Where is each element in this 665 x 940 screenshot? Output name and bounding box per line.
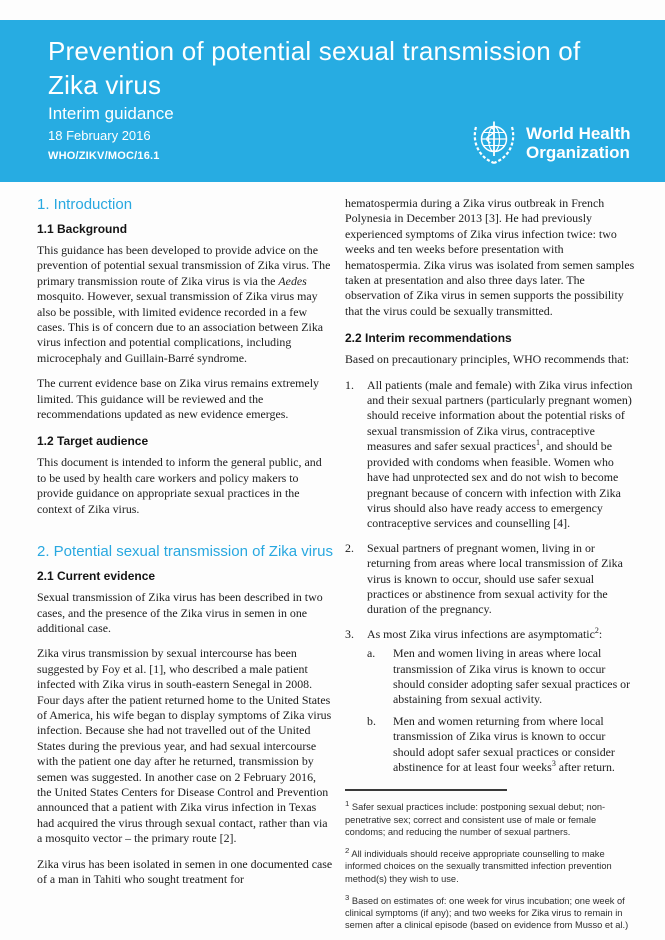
sublist-item-text-part: Men and women returning from where local transmission of Zika virus is known to occur should adopt safer sexual practices or consider abstinence for at least four weeks	[393, 713, 615, 774]
subsection-heading-interim-recommendations: 2.2 Interim recommendations	[345, 331, 512, 346]
list-item-text	[367, 378, 639, 532]
list-item-number: 3.	[345, 626, 354, 641]
footnote-marker: 3	[345, 892, 350, 902]
document-code: WHO/ZIKV/MOC/16.1	[48, 150, 160, 162]
footnote-text: All individuals should receive appropriate counselling to make informed choices on the sexually transmitted infection prevention method(s) they wish to use.	[345, 849, 612, 884]
paragraph-text: This guidance has been developed to provide advice on the prevention of potential sexual transmission of Zika virus. The primary transmission route of Zika virus is via the	[37, 243, 331, 288]
sublist-item-b	[367, 714, 639, 776]
list-item-text	[367, 627, 639, 642]
list-item-text-part: All patients (male and female) with Zika virus infection and their sexual partners (particularly pregnant women) should receive information about the potential risks of sexual transmission of Zika virus, contraceptive measures and safer sexual practices	[367, 377, 633, 454]
list-item-number: 2.	[345, 540, 354, 555]
org-name-line1: World Health	[526, 124, 631, 143]
list-item-text-part: , and should be provided with condoms when feasible. Women who have had unprotected sex and do not wish to become pregnant because of concern with infection with Zika virus should also have ready access to emergency contraceptive services and counselling [4].	[367, 439, 621, 531]
paragraph-background-1	[37, 243, 333, 366]
list-item-text-part: As most Zika virus infections are asymptomatic	[367, 626, 595, 641]
sublist-item-letter: a.	[367, 646, 376, 661]
italic-species-name: Aedes	[278, 273, 307, 288]
paragraph-text: mosquito. However, sexual transmission of Zika virus may also be possible, with limited evidence recorded in a few cases. This is of concern due to an association between Zika virus infection and potential complications, including microcephaly and Guillain-Barré syndrome.	[37, 289, 324, 365]
sublist-item-text	[393, 714, 639, 776]
list-item-1	[345, 378, 639, 532]
org-name-line2: Organization	[526, 143, 630, 162]
who-emblem-icon	[470, 118, 518, 168]
section-heading-potential-transmission: 2. Potential sexual transmission of Zika virus	[37, 543, 333, 561]
footnote-text: Safer sexual practices include: postponing sexual debut; non-penetrative sex; correct and consistent use of male or female condoms; and reducing the number of sexual partners.	[345, 802, 606, 837]
paragraph-background-2: The current evidence base on Zika virus remains extremely limited. This guidance will be reviewed and the recommendations updated as new evidence emerges.	[37, 376, 319, 422]
column-left	[37, 196, 333, 897]
paragraph-evidence-1: Sexual transmission of Zika virus has been described in two cases, and the presence of the Zika virus in semen in one additional case.	[37, 590, 323, 635]
footnote-marker: 1	[345, 799, 350, 809]
subsection-heading-background: 1.1 Background	[37, 222, 128, 236]
sublist-item-text-part: after return.	[555, 760, 615, 774]
footnote-2	[345, 845, 639, 885]
list-item-2	[345, 541, 639, 618]
paragraph-recommendations-intro: Based on precautionary principles, WHO recommends that:	[345, 352, 630, 367]
org-name	[526, 124, 631, 162]
sublist-item-letter: b.	[367, 713, 376, 728]
sublist-item-text: Men and women living in areas where local transmission of Zika virus is known to occur should consider adopting safer sexual practices or abstaining from sexual activity.	[393, 646, 631, 707]
document-title: Prevention of potential sexual transmission of Zika virus	[48, 36, 581, 100]
sublist-item-a	[367, 646, 639, 708]
footnotes-block	[345, 789, 639, 931]
footnote-1	[345, 798, 639, 838]
footnote-ref-3: 3	[551, 759, 556, 769]
paragraph-target-audience: This document is intended to inform the general public, and to be used by health care workers and policy makers to provide guidance on appropriate sexual practices in the context of Zika virus.	[37, 455, 322, 516]
subsection-heading-current-evidence: 2.1 Current evidence	[37, 569, 156, 584]
footnote-ref-1: 1	[536, 438, 541, 448]
section-heading-introduction: 1. Introduction	[37, 196, 133, 213]
list-item-number: 1.	[345, 377, 354, 392]
paragraph-evidence-3: Zika virus has been isolated in semen in one documented case of a man in Tahiti who sought treatment for	[37, 856, 333, 886]
footnote-marker: 2	[345, 846, 350, 856]
footnote-3	[345, 892, 639, 932]
document-subtitle: Interim guidance	[48, 104, 174, 123]
subsection-heading-target-audience: 1.2 Target audience	[37, 434, 149, 449]
footnote-text: Based on estimates of: one week for virus incubation; one week of clinical symptoms (if any); and two weeks for Zika virus to remain in semen after a clinical episode (based on evidence from Musso et al.)	[345, 895, 629, 931]
paragraph-evidence-2: Zika virus transmission by sexual intercourse has been suggested by Foy et al. [1], who described a male patient infected with Zika virus in south-eastern Senegal in 2008. Four days after the patient returned home to the United States of America, his wife began to display symptoms of Zika virus infection. Because she had not travelled out of the United States during the previous year, and had sexual intercourse with the patient one day after he returned, transmission by semen was suggested. In another case on 2 February 2016, the United States Centers for Disease Control and Prevention announced that a patient with Zika virus infection in Texas had acquired the virus through sexual contact, rather than via a mosquito vector – the primary route [2].	[37, 646, 332, 846]
who-logo	[470, 118, 631, 168]
list-item-text: Sexual partners of pregnant women, living in or returning from areas where local transmission of Zika virus is known to occur, should use safer sexual practices or abstinence from sexual activity for the duration of the pregnancy.	[367, 540, 623, 617]
footnote-ref-2: 2	[594, 625, 599, 635]
document-date: 18 February 2016	[48, 128, 151, 143]
paragraph-evidence-continued: hematospermia during a Zika virus outbreak in French Polynesia in December 2013 [3]. He had previously experienced symptoms of Zika virus infection twice: two weeks and ten weeks before presentation with hematospermia. Zika virus was isolated from semen samples taken at presentation and also three days later. The observation of Zika virus in semen supports the possibility that the virus could be sexually transmitted.	[345, 196, 635, 318]
list-item-3	[345, 627, 639, 642]
footnote-divider	[345, 789, 507, 791]
header-band	[0, 20, 665, 182]
column-right	[345, 196, 639, 939]
list-item-text-part: :	[598, 626, 603, 641]
